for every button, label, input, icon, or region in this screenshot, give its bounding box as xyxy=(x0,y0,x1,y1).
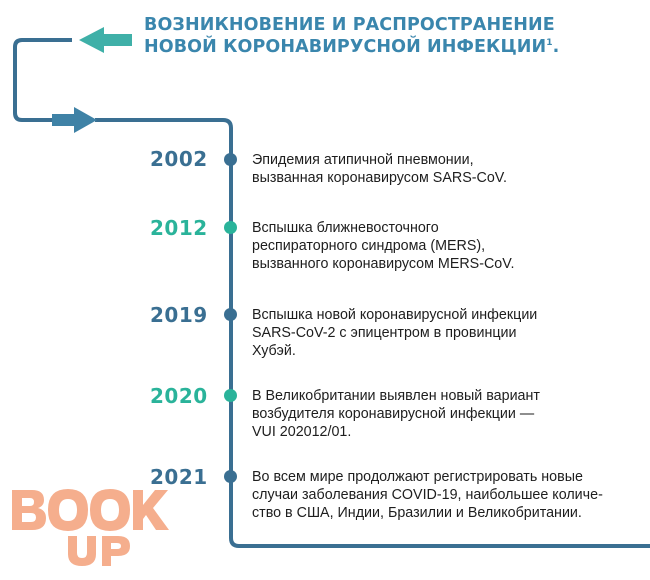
timeline-dot xyxy=(224,221,237,234)
description-line: VUI 202012/01. xyxy=(252,424,352,440)
title-line-2-text: НОВОЙ КОРОНАВИРУСНОЙ ИНФЕКЦИИ xyxy=(144,37,547,57)
description-line: случаи заболевания COVID-19, наибольшее количе- xyxy=(252,487,603,503)
timeline-year-2021: 2021 xyxy=(150,465,208,489)
timeline-dot xyxy=(224,470,237,483)
description-line: Вспышка ближневосточного xyxy=(252,220,439,236)
timeline-year-2012: 2012 xyxy=(150,216,208,240)
description-line: возбудителя коронавирусной инфекции — xyxy=(252,406,535,422)
description-line: ство в США, Индии, Бразилии и Великобритании. xyxy=(252,505,582,521)
title-line-2 xyxy=(144,36,614,58)
back-arrow-icon xyxy=(79,27,132,53)
timeline-description-2019 xyxy=(252,306,632,360)
title-footnote: 1 xyxy=(546,38,553,49)
timeline-description-2020 xyxy=(252,387,632,441)
top-loop-line xyxy=(15,40,72,120)
description-line: вызванного коронавирусом MERS-CoV. xyxy=(252,256,515,272)
description-line: респираторного синдрома (MERS), xyxy=(252,238,486,254)
description-line: Вспышка новой коронавирусной инфекции xyxy=(252,307,538,323)
timeline-dot xyxy=(224,308,237,321)
description-line: В Великобритании выявлен новый вариант xyxy=(252,388,540,404)
description-line: Эпидемия атипичной пневмонии, xyxy=(252,152,474,168)
timeline-dot xyxy=(224,153,237,166)
title-line-1: ВОЗНИКНОВЕНИЕ И РАСПРОСТРАНЕНИЕ xyxy=(144,15,555,35)
timeline-year-2019: 2019 xyxy=(150,303,208,327)
description-line: SARS-CoV-2 с эпицентром в провинции xyxy=(252,325,517,341)
title-period: . xyxy=(552,37,560,57)
bookup-watermark-logo xyxy=(10,486,170,568)
forward-arrow-icon xyxy=(52,107,97,133)
timeline-description-2002 xyxy=(252,151,632,187)
timeline-year-2002: 2002 xyxy=(150,147,208,171)
timeline-description-2021 xyxy=(252,468,632,522)
timeline-dot xyxy=(224,389,237,402)
timeline-year-2020: 2020 xyxy=(150,384,208,408)
page-title xyxy=(144,14,614,58)
description-line: Во всем мире продолжают регистрировать новые xyxy=(252,469,583,485)
description-line: вызванная коронавирусом SARS-CoV. xyxy=(252,170,507,186)
description-line: Хубэй. xyxy=(252,343,296,359)
timeline-description-2012 xyxy=(252,219,632,273)
